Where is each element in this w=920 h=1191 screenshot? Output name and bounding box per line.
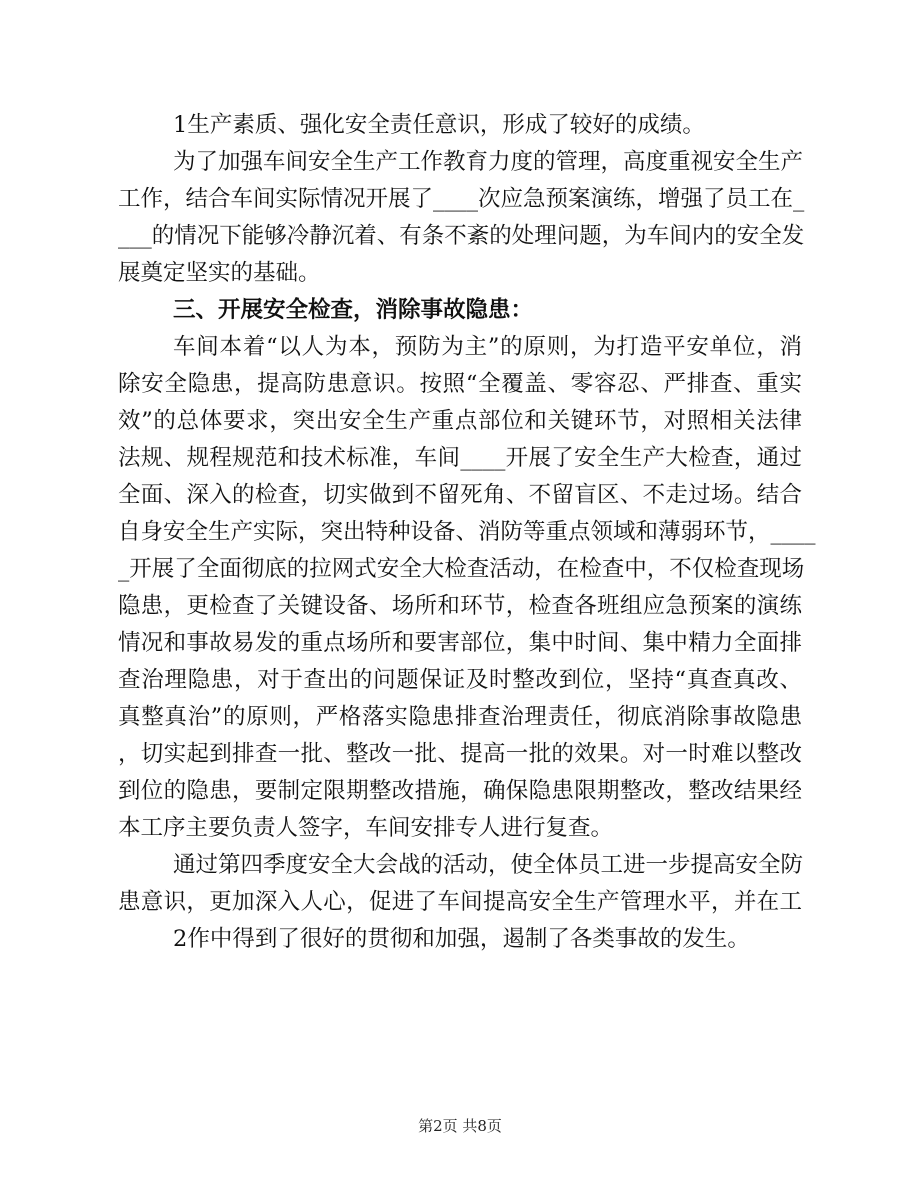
text-line: 为了加强车间安全生产工作教育力度的管理，高度重视安全生产 xyxy=(173,149,804,175)
page-number-footer: 第2页 共8页 xyxy=(418,1117,502,1135)
text-line: 1生产素质、强化安全责任意识，形成了较好的成绩。 xyxy=(173,112,705,138)
text-line: 车间本着“以人为本，预防为主”的原则，为打造平安单位，消 xyxy=(173,334,802,360)
text-line: 2作中得到了很好的贯彻和加强，遏制了各类事故的发生。 xyxy=(173,926,750,952)
text-line: 展奠定坚实的基础。 xyxy=(118,260,321,286)
text-line: 工作，结合车间实际情况开展了____次应急预案演练，增强了员工在_ xyxy=(118,186,805,212)
text-line: 法规、规程规范和技术标准，车间____开展了安全生产大检查，通过 xyxy=(118,445,802,471)
text-line: _开展了全面彻底的拉网式安全大检查活动，在检查中，不仅检查现场 xyxy=(118,556,805,582)
text-line: 真整真治”的原则，严格落实隐患排查治理责任，彻底消除事故隐患 xyxy=(118,704,802,730)
text-line: ___的情况下能够冷静沉着、有条不紊的处理问题，为车间内的安全发 xyxy=(118,223,805,249)
text-line: 自身安全生产实际，突出特种设备、消防等重点领域和薄弱环节，____ xyxy=(118,519,816,545)
text-line: 除安全隐患，提高防患意识。按照“全覆盖、零容忍、严排查、重实 xyxy=(118,371,802,397)
section-heading: 三、开展安全检查，消除事故隐患： xyxy=(173,297,534,323)
text-line: 查治理隐患，对于查出的问题保证及时整改到位，坚持“真查真改、 xyxy=(118,667,802,693)
text-line: ，切实起到排查一批、整改一批、提高一批的效果。对一时难以整改 xyxy=(118,741,802,767)
text-line: 情况和事故易发的重点场所和要害部位，集中时间、集中精力全面排 xyxy=(118,630,802,656)
text-line: 全面、深入的检查，切实做到不留死角、不留盲区、不走过场。结合 xyxy=(118,482,802,508)
text-line: 本工序主要负责人签字，车间安排专人进行复查。 xyxy=(118,815,614,841)
text-line: 到位的隐患，要制定限期整改措施，确保隐患限期整改，整改结果经 xyxy=(118,778,802,804)
text-line: 隐患，更检查了关键设备、场所和环节，检查各班组应急预案的演练 xyxy=(118,593,802,619)
text-line: 通过第四季度安全大会战的活动，使全体员工进一步提高安全防 xyxy=(173,852,804,878)
text-line: 患意识，更加深入人心，促进了车间提高安全生产管理水平，并在工 xyxy=(118,889,802,915)
text-line: 效”的总体要求，突出安全生产重点部位和关键环节，对照相关法律 xyxy=(118,408,802,434)
